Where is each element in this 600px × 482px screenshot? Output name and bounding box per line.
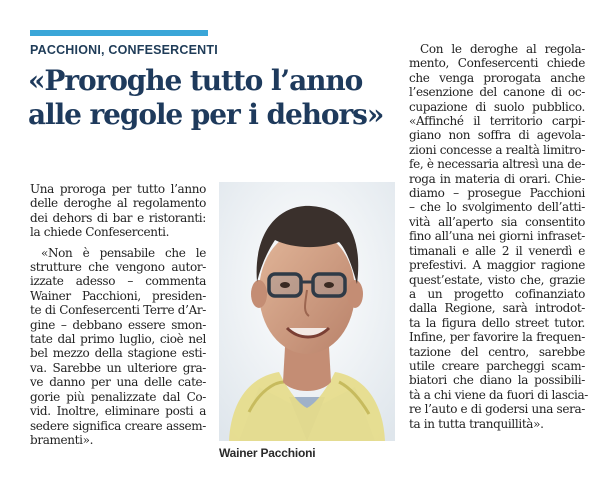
text-line: tate dal primo luglio, cioè nel <box>30 332 206 347</box>
text-line: vità all’aperto sia consentito <box>409 214 585 229</box>
text-line: te di Confesercenti Terre d’Ar- <box>30 303 206 318</box>
text-line: diamo – prosegue Pacchioni <box>409 186 585 201</box>
text-line: bramenti». <box>30 432 94 447</box>
text-line: izzate adesso – commenta <box>30 274 206 289</box>
text-line: tazione del centro, sarebbe <box>409 344 585 359</box>
text-line: timanali e alle 2 il venerdì e <box>409 243 585 258</box>
text-line: gorie più penalizzate dal Co- <box>30 389 206 404</box>
text-line: tà a chi viene da fuori di lascia- <box>409 387 589 402</box>
text-line: prefestivi. A maggior ragione <box>409 258 585 273</box>
text-line: biatori che diano la possibili- <box>409 373 585 388</box>
text-line: Infine, per favorire la frequen- <box>409 330 585 345</box>
text-line: zioni concesse a realtà limitro- <box>409 142 585 157</box>
text-line: – che lo svolgimento dell’atti- <box>409 200 585 215</box>
text-line: utile creare parcheggi scam- <box>409 358 585 373</box>
kicker: PACCHIONI, CONFESERCENTI <box>30 43 218 57</box>
portrait-photo <box>219 182 395 441</box>
text-line: ta la figura dello street tutor. <box>409 315 585 330</box>
text-line: va. Sarebbe un ulteriore gra- <box>30 360 206 375</box>
text-line: fe, è necessaria altresì una de- <box>409 157 585 172</box>
headline <box>28 64 408 132</box>
text-line: la chiede Confesercenti. <box>30 225 170 240</box>
headline-line: «Proroghe tutto l’anno <box>28 64 363 97</box>
headline-line: alle regole per i dehors» <box>28 98 384 131</box>
text-line: strutture che vengono autor- <box>30 260 206 275</box>
text-line: cupazione di suolo pubblico. <box>409 99 585 114</box>
text-line: dei dehors di bar e ristoranti: <box>30 210 206 225</box>
text-line: dalla Regione, sarà introdot- <box>409 301 585 316</box>
photo-caption: Wainer Pacchioni <box>219 446 316 460</box>
text-line: l’esenzione del canone di oc- <box>409 85 585 100</box>
text-line: ta in tutta tranquillità». <box>409 416 544 431</box>
text-line: Wainer Pacchioni, presiden- <box>30 288 206 303</box>
text-line: bel mezzo della stagione esti- <box>30 346 206 361</box>
text-line: roga in materia di orari. Chie- <box>409 171 585 186</box>
text-line: quest’estate, visto che, grazie <box>409 272 585 287</box>
text-line: Con le deroghe al regola- <box>420 42 585 56</box>
left-column <box>30 182 206 447</box>
right-column <box>409 42 589 431</box>
text-line: che venga prorogata anche <box>409 70 585 85</box>
accent-bar <box>30 30 208 36</box>
text-line: vid. Inoltre, eliminare posti a <box>30 404 206 419</box>
text-line: «Affinché il territorio carpi- <box>409 114 585 129</box>
text-line: a un progetto cofinanziato <box>409 286 585 301</box>
text-line: ve danno per una delle cate- <box>30 375 206 390</box>
text-line: fino all’una nei giorni infraset- <box>409 229 585 244</box>
text-line: giano non soffra di agevola- <box>409 128 585 143</box>
text-line: re l’auto e di godersi una sera- <box>409 402 585 417</box>
text-line: delle deroghe al regolamento <box>30 196 206 211</box>
text-line: gine – debbano essere smon- <box>30 317 206 332</box>
text-line: Una proroga per tutto l’anno <box>30 182 206 196</box>
text-line: mento, Confesercenti chiede <box>409 56 585 71</box>
text-line: sedere significa creare assem- <box>30 418 206 433</box>
text-line: «Non è pensabile che le <box>41 245 206 260</box>
